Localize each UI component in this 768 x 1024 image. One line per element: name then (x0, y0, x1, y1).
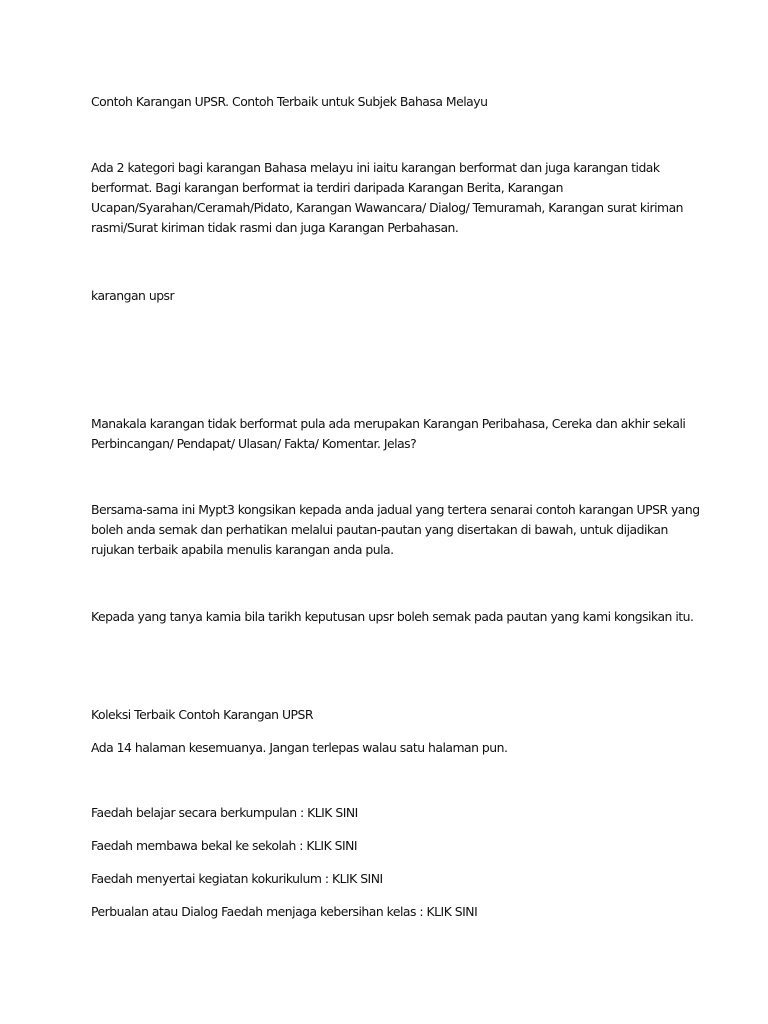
share-paragraph (91, 500, 700, 560)
non-format-line: Manakala karangan tidak berformat pula ada merupakan Karangan Peribahasa, Cereka dan akhir sekali (91, 416, 686, 431)
title-text: Contoh Karangan UPSR. Contoh Terbaik untuk Subjek Bahasa Melayu (91, 94, 488, 109)
document-title (91, 92, 691, 112)
non-format-line: Perbincangan/ Pendapat/ Ulasan/ Fakta/ Komentar. Jelas? (91, 436, 417, 451)
link-item-text: Faedah menyertai kegiatan kokurikulum : KLIK SINI (91, 871, 383, 886)
link-item-belajar (91, 803, 691, 823)
results-text: Kepada yang tanya kamia bila tarikh keputusan upsr boleh semak pada pautan yang kami kongsikan itu. (91, 609, 694, 624)
pages-note-text: Ada 14 halaman kesemuanya. Jangan terlepas walau satu halaman pun. (91, 740, 508, 755)
image-caption (91, 286, 691, 306)
link-item-text: Perbualan atau Dialog Faedah menjaga kebersihan kelas : KLIK SINI (91, 904, 478, 919)
link-item-text: Faedah membawa bekal ke sekolah : KLIK SINI (91, 838, 358, 853)
collection-heading-text: Koleksi Terbaik Contoh Karangan UPSR (91, 707, 313, 722)
collection-heading (91, 705, 691, 725)
share-line: boleh anda semak dan perhatikan melalui pautan-pautan yang disertakan di bawah, untuk dijadikan (91, 522, 668, 537)
intro-line: Ada 2 kategori bagi karangan Bahasa melayu ini iaitu karangan berformat dan juga karangan tidak (91, 160, 660, 175)
intro-line: Ucapan/Syarahan/Ceramah/Pidato, Karangan Wawancara/ Dialog/ Temuramah, Karangan surat kiriman (91, 200, 684, 215)
link-item-kebersihan (91, 902, 691, 922)
results-paragraph (91, 607, 694, 627)
share-line: rujukan terbaik apabila menulis karangan anda pula. (91, 542, 394, 557)
intro-line: berformat. Bagi karangan berformat ia terdiri daripada Karangan Berita, Karangan (91, 180, 563, 195)
link-item-bekal (91, 836, 691, 856)
link-item-kokurikulum (91, 869, 691, 889)
pages-note (91, 738, 691, 758)
share-line: Bersama-sama ini Mypt3 kongsikan kepada anda jadual yang tertera senarai contoh karangan UPSR yang (91, 502, 700, 517)
image-caption-text: karangan upsr (91, 288, 175, 303)
link-item-text: Faedah belajar secara berkumpulan : KLIK SINI (91, 805, 358, 820)
intro-line: rasmi/Surat kiriman tidak rasmi dan juga Karangan Perbahasan. (91, 220, 459, 235)
non-format-paragraph (91, 414, 691, 454)
intro-paragraph (91, 158, 691, 238)
